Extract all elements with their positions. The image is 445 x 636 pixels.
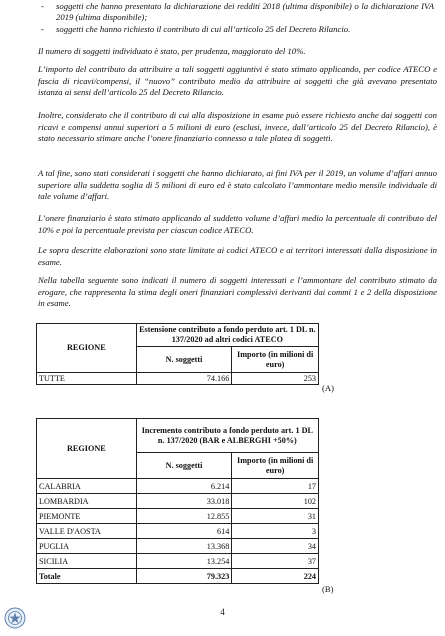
soggetti-header: N. soggetti — [136, 347, 232, 373]
table-b-tag: (B) — [322, 584, 334, 594]
region-cell: PIEMONTE — [37, 509, 137, 524]
region-cell: CALABRIA — [37, 479, 137, 494]
group-header: Estensione contributo a fondo perduto art. 1 DL n. 137/2020 ad altri codici ATECO — [136, 324, 318, 347]
table-a — [36, 323, 319, 385]
table-row — [37, 373, 319, 385]
paragraph: Inoltre, considerato che il contributo di cui alla disposizione in esame può essere richiesto anche dai soggetti con ricavi e compensi annui superiori a 5 milioni di euro (esclusi, invece, dall’articolo 25 del Decreto Rilancio), è stato necessario stimare anche l’onere finanziario connesso a tale platea di soggetti. — [38, 110, 437, 144]
region-cell: VALLE D'AOSTA — [37, 524, 137, 539]
total-soggetti-cell: 79.323 — [136, 569, 232, 584]
paragraph: Le sopra descritte elaborazioni sono state limitate ai codici ATECO e ai territori interessati dalla disposizione in esame. — [38, 245, 437, 267]
soggetti-cell: 12.855 — [136, 509, 232, 524]
table-row — [37, 539, 319, 554]
soggetti-cell: 13.368 — [136, 539, 232, 554]
table-row — [37, 479, 319, 494]
table-row — [37, 554, 319, 569]
bullet-item: - soggetti che hanno presentato la dichiarazione dei redditi 2018 (ultima disponibile) o la dichiarazione IVA 2019 (ultima disponibile); — [38, 1, 434, 24]
region-header: REGIONE — [37, 324, 137, 373]
group-header: Incremento contributo a fondo perduto art. 1 DL n. 137/2020 (BAR e ALBERGHI +50%) — [136, 419, 318, 453]
table-b — [36, 418, 319, 584]
region-cell: SICILIA — [37, 554, 137, 569]
importo-cell: 253 — [232, 373, 319, 385]
importo-header: Importo (in milioni di euro) — [232, 347, 319, 373]
paragraph: A tal fine, sono stati considerati i soggetti che hanno dichiarato, ai fini IVA per il 2019, un volume d’affari annuo superiore alla suddetta soglia di 5 milioni di euro ed è stato calcolato l’ammontare medio mensile individuale di tale volume d’affari. — [38, 168, 437, 202]
soggetti-cell: 13.254 — [136, 554, 232, 569]
importo-cell: 31 — [232, 509, 319, 524]
table-row — [37, 509, 319, 524]
paragraph: Nella tabella seguente sono indicati il numero di soggetti interessati e l’ammontare del contributo stimato da erogare, che rappresenta la stima degli oneri finanziari complessivi derivanti dai commi 1 e 2 della disposizione in esame. — [38, 275, 437, 309]
soggetti-cell: 74.166 — [136, 373, 232, 385]
importo-cell: 34 — [232, 539, 319, 554]
total-row — [37, 569, 319, 584]
soggetti-header: N. soggetti — [136, 453, 232, 479]
table-a-tag: (A) — [322, 383, 334, 393]
bullet-item: - soggetti che hanno richiesto il contributo di cui all’articolo 25 del Decreto Rilancio. — [38, 24, 434, 35]
region-cell: TUTTE — [37, 373, 137, 385]
soggetti-cell: 33.018 — [136, 494, 232, 509]
region-cell: LOMBARDIA — [37, 494, 137, 509]
importo-cell: 37 — [232, 554, 319, 569]
paragraph: L’onere finanziario è stato stimato applicando al suddetto volume d’affari medio la percentuale di contributo del 10% e poi la percentuale prevista per ciascun codice ATECO. — [38, 213, 437, 235]
total-importo-cell: 224 — [232, 569, 319, 584]
paragraph: L’importo del contributo da attribuire a tali soggetti aggiuntivi è stato stimato applicando, per codice ATECO e fascia di ricavi/compensi, il “nuovo” contributo medio da attribuire ai soggetti che già avevano presentato istanza ai sensi dell’articolo 25 del Decreto Rilancio. — [38, 64, 437, 98]
importo-cell: 102 — [232, 494, 319, 509]
importo-cell: 17 — [232, 479, 319, 494]
region-header: REGIONE — [37, 419, 137, 479]
soggetti-cell: 614 — [136, 524, 232, 539]
table-row — [37, 524, 319, 539]
page-number: 4 — [220, 607, 225, 617]
soggetti-cell: 6.214 — [136, 479, 232, 494]
region-cell: PUGLIA — [37, 539, 137, 554]
total-label-cell: Totale — [37, 569, 137, 584]
paragraph: Il numero di soggetti individuato è stato, per prudenza, maggiorato del 10%. — [38, 46, 306, 56]
bullet-list — [38, 1, 434, 35]
importo-header: Importo (in milioni di euro) — [232, 453, 319, 479]
importo-cell: 3 — [232, 524, 319, 539]
table-row — [37, 494, 319, 509]
